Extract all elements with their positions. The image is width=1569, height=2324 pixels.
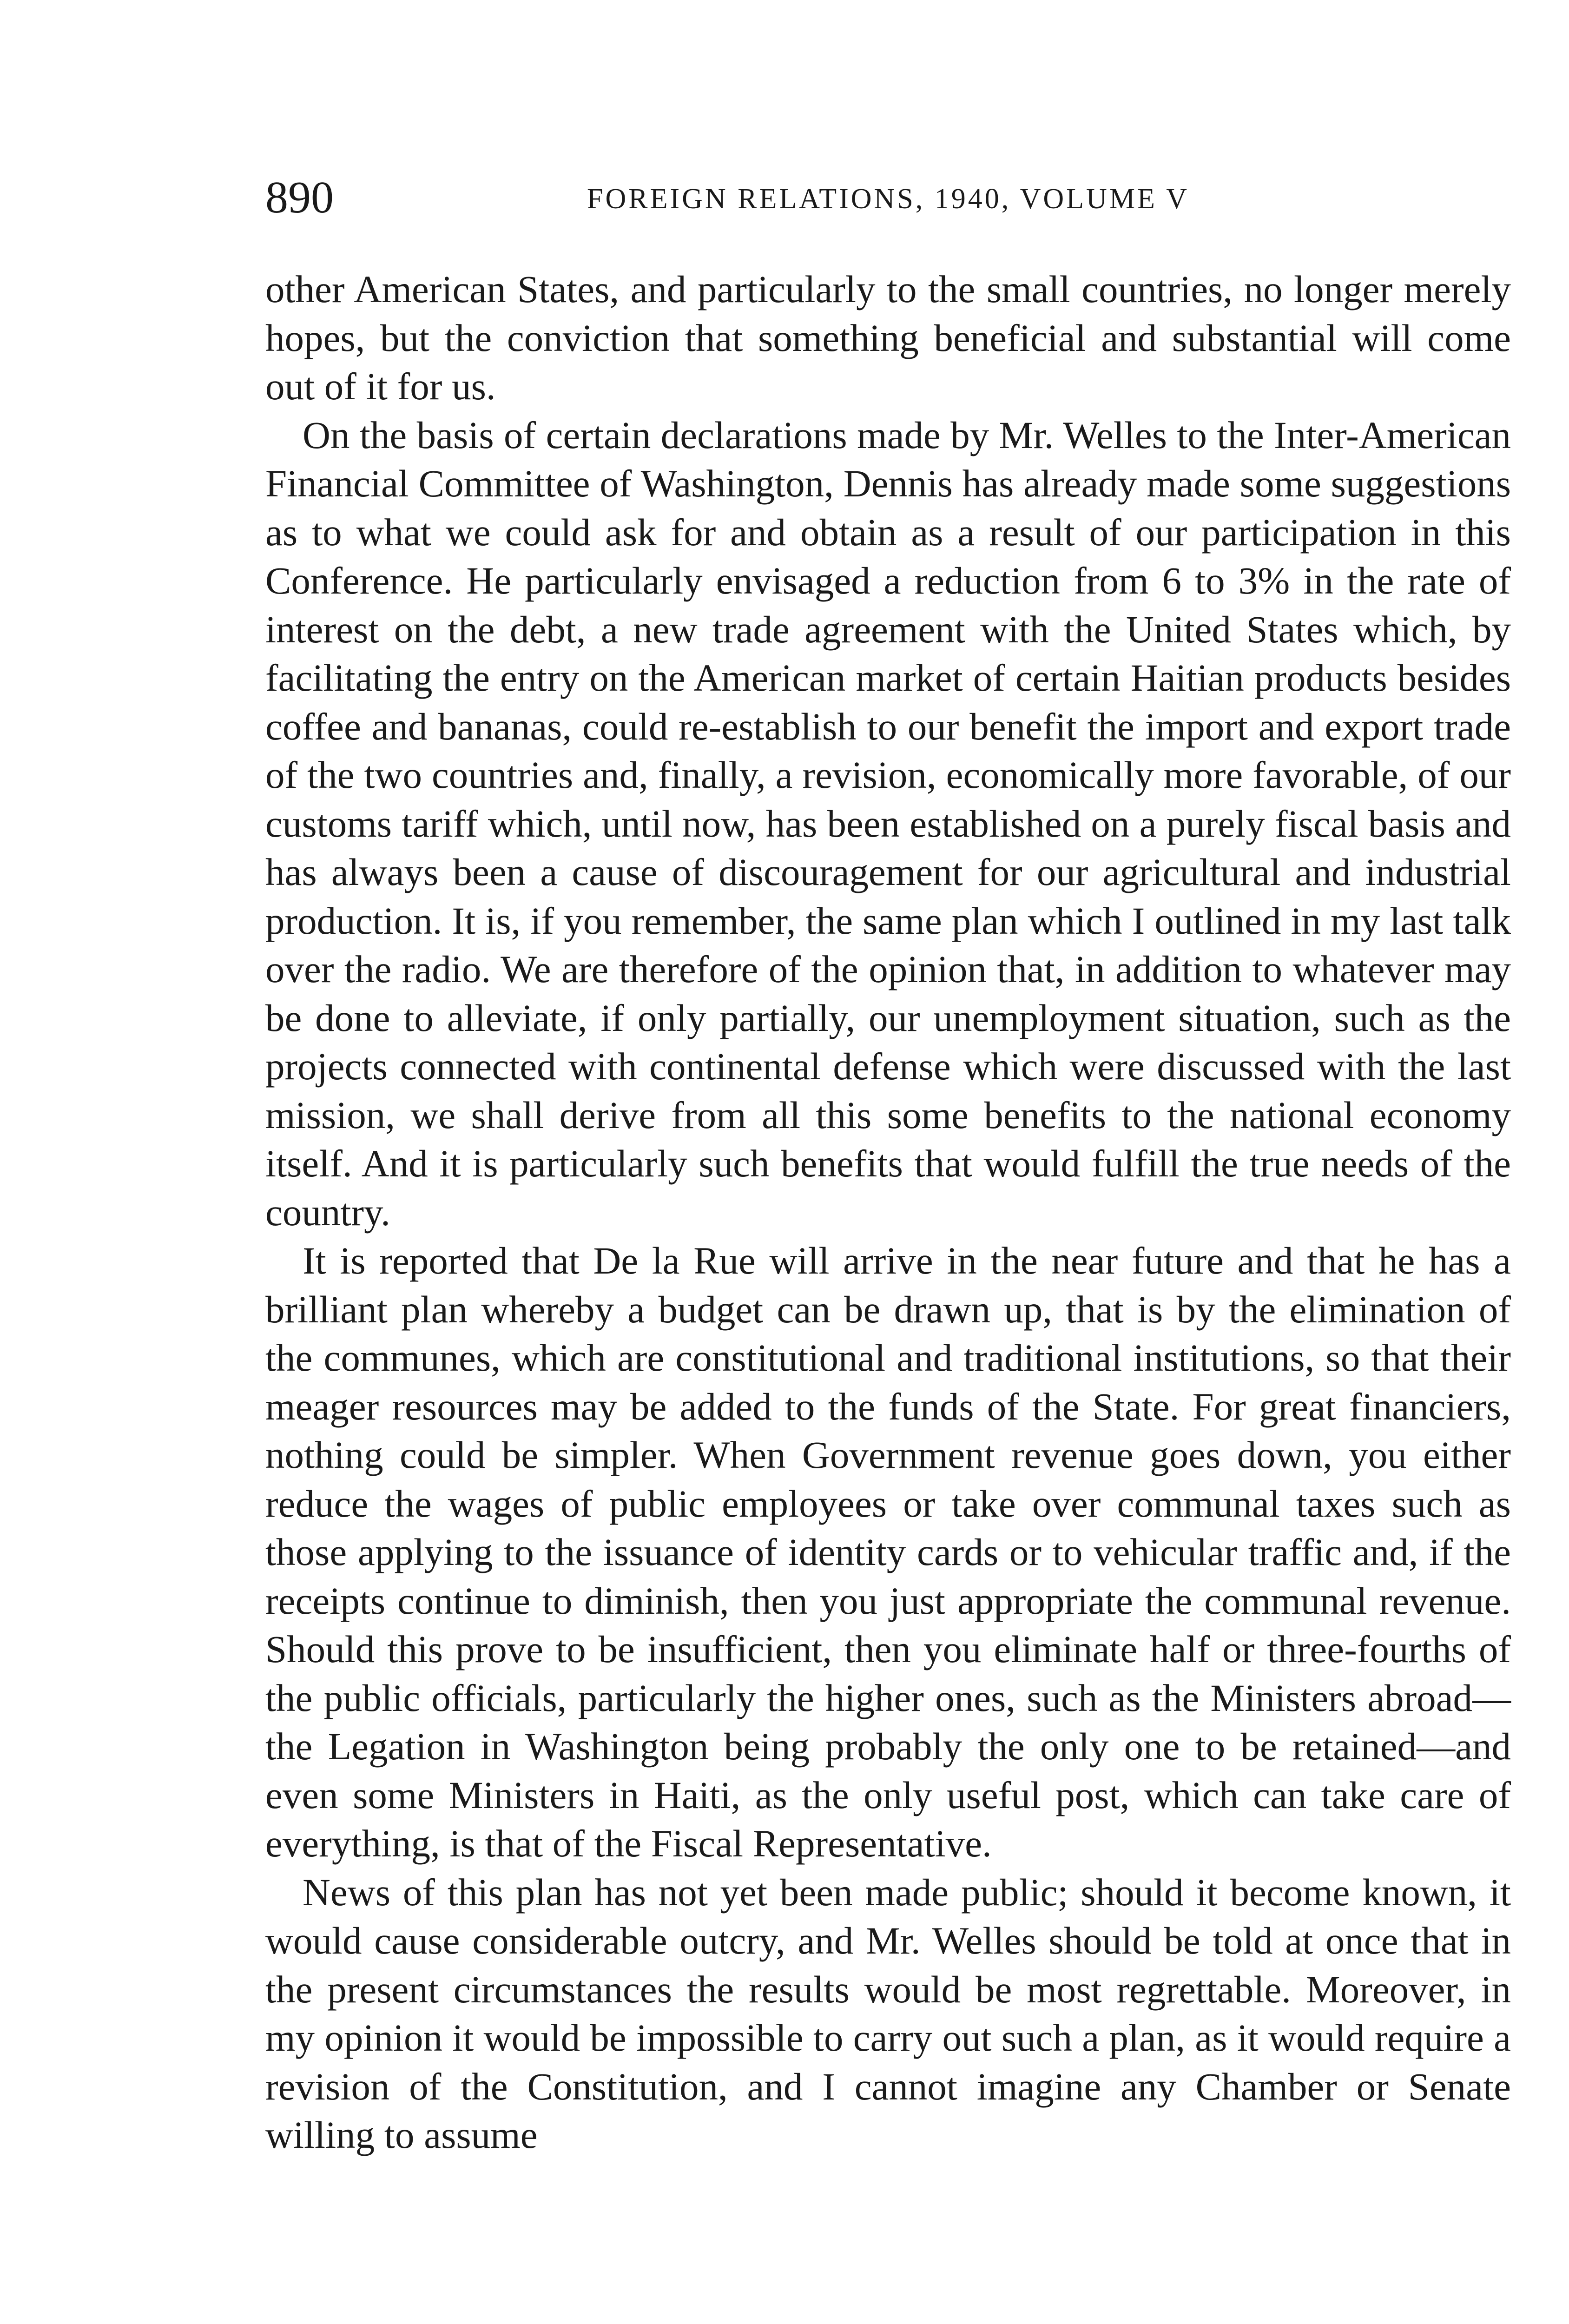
paragraph: On the basis of certain declarations made by Mr. Welles to the Inter-American Financial Committee of Washington, Dennis has already made some suggestions as to what we could ask for and obtain as a result of our participation in this Conference. He particularly envisaged a reduction from 6 to 3% in the rate of interest on the debt, a new trade agreement with the United States which, by facilitating the entry on the American market of certain Haitian products besides coffee and bananas, could re-establish to our benefit the import and export trade of the two countries and, finally, a revision, economically more favorable, of our customs tariff which, until now, has been established on a purely fiscal basis and has always been a cause of discouragement for our agricultural and industrial production. It is, if you remember, the same plan which I outlined in my last talk over the radio. We are therefore of the opinion that, in addition to whatever may be done to alleviate, if only partially, our unemployment situation, such as the projects connected with continental defense which were discussed with the last mission, we shall derive from all this some benefits to the national economy itself. And it is particularly such benefits that would fulfill the true needs of the country. <box>265 413 1511 1234</box>
paragraph: It is reported that De la Rue will arrive in the near future and that he has a brilliant plan whereby a budget can be drawn up, that is by the elimination of the communes, which are constitutional and traditional institutions, so that their meager resources may be added to the funds of the State. For great financiers, nothing could be simpler. When Government revenue goes down, you either reduce the wages of public employees or take over communal taxes such as those applying to the issuance of identity cards or to vehicular traffic and, if the receipts continue to diminish, then you just appropriate the communal revenue. Should this prove to be insufficient, then you eliminate half or three-fourths of the public officials, particularly the higher ones, such as the Ministers abroad—the Legation in Washington being probably the only one to be retained—and even some Ministers in Haiti, as the only useful post, which can take care of everything, is that of the Fiscal Representative. <box>265 1239 1511 1865</box>
page-number: 890 <box>265 172 334 223</box>
paragraph-continued: other American States, and particularly to the small countries, no longer merely hopes, but the conviction that something beneficial and substantial will come out of it for us. <box>265 268 1511 408</box>
running-title: FOREIGN RELATIONS, 1940, VOLUME V <box>587 183 1189 215</box>
page-header <box>265 172 1511 223</box>
paragraph: News of this plan has not yet been made public; should it become known, it would cause considerable outcry, and Mr. Welles should be told at once that in the present circumstances the results would be most regrettable. Moreover, in my opinion it would be impossible to carry out such a plan, as it would require a revision of the Constitution, and I cannot imagine any Chamber or Senate willing to assume <box>265 1870 1511 2156</box>
page-body <box>265 265 1511 2159</box>
